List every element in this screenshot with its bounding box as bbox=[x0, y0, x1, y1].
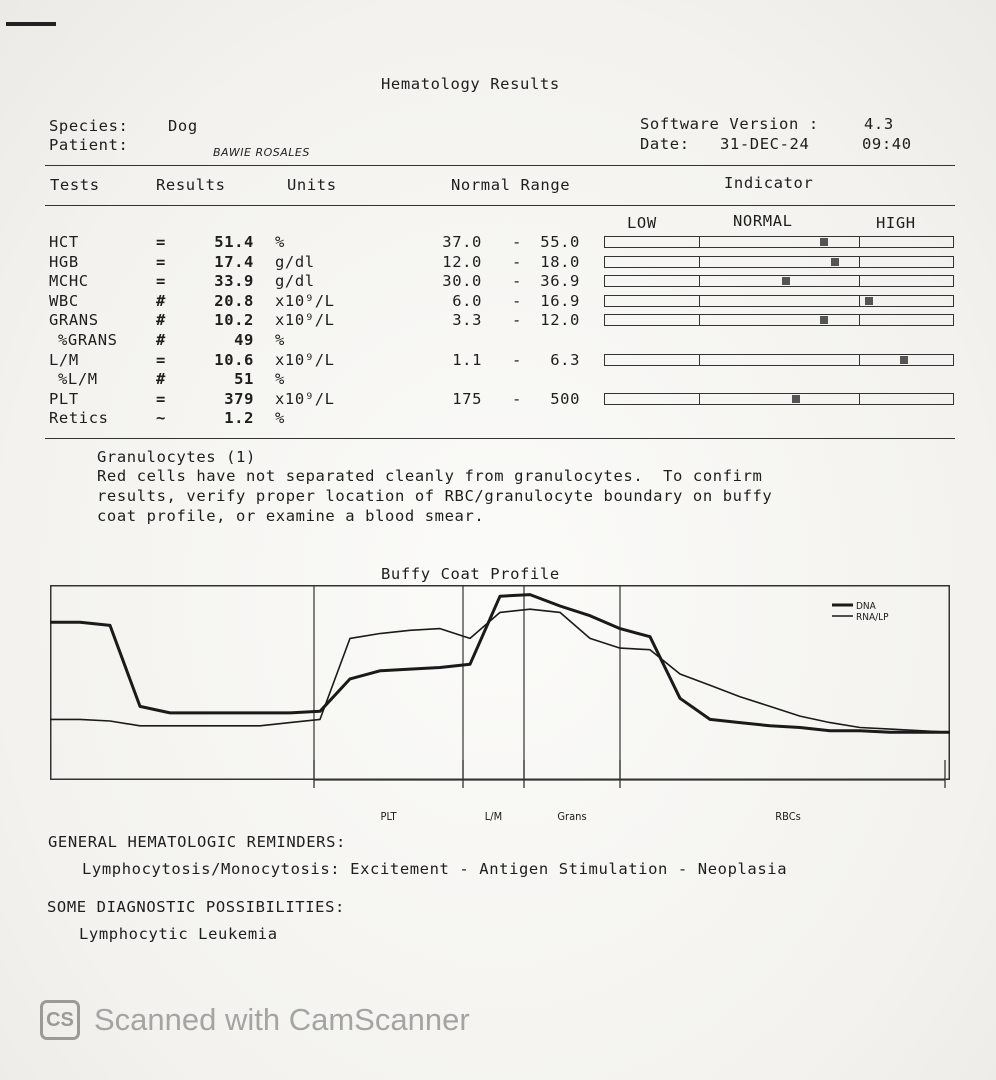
camscanner-logo-icon: CS bbox=[40, 1000, 80, 1040]
result-unit: % bbox=[275, 370, 285, 389]
result-unit: x10⁹/L bbox=[275, 389, 335, 408]
header-rule-top bbox=[45, 165, 955, 166]
indicator-divider bbox=[859, 257, 860, 267]
indicator-high-label: HIGH bbox=[876, 214, 916, 232]
indicator-divider bbox=[699, 315, 700, 325]
test-name: WBC bbox=[49, 291, 79, 310]
chart-title: Buffy Coat Profile bbox=[381, 565, 560, 583]
reminders-heading: GENERAL HEMATOLOGIC REMINDERS: bbox=[48, 833, 346, 851]
result-flag: # bbox=[156, 311, 166, 330]
indicator-divider bbox=[699, 394, 700, 404]
range-separator: - bbox=[512, 233, 522, 251]
test-name: HGB bbox=[49, 252, 79, 271]
range-high: 16.9 bbox=[540, 291, 580, 310]
test-name: PLT bbox=[49, 389, 79, 408]
col-normal-range: Normal Range bbox=[451, 176, 571, 194]
result-flag: = bbox=[156, 350, 166, 369]
region-label: L/M bbox=[484, 810, 503, 823]
range-separator: - bbox=[512, 389, 522, 408]
chart-frame bbox=[51, 586, 950, 780]
result-unit: g/dl bbox=[275, 272, 315, 291]
range-low: 6.0 bbox=[452, 291, 482, 310]
header-rule-bottom bbox=[45, 205, 955, 206]
patient-label: Patient: bbox=[49, 136, 129, 154]
range-low: 175 bbox=[452, 389, 482, 408]
test-name: %GRANS bbox=[58, 331, 118, 349]
species-value: Dog bbox=[168, 117, 198, 135]
patient-handwritten: BAWIE ROSALES bbox=[213, 146, 310, 159]
series-line-dna bbox=[50, 595, 950, 733]
camscanner-text: Scanned with CamScanner bbox=[94, 1002, 470, 1037]
result-value: 20.8 bbox=[214, 291, 254, 310]
date-value: 31-DEC-24 bbox=[720, 135, 810, 153]
range-high: 500 bbox=[550, 389, 580, 408]
result-value: 10.2 bbox=[214, 311, 254, 330]
range-high: 12.0 bbox=[540, 311, 580, 330]
result-flag: = bbox=[156, 233, 166, 251]
range-high: 18.0 bbox=[540, 252, 580, 271]
result-value: 33.9 bbox=[214, 272, 254, 291]
result-value: 17.4 bbox=[214, 252, 254, 271]
indicator-divider bbox=[859, 237, 860, 247]
result-flag: = bbox=[156, 252, 166, 271]
result-value: 51.4 bbox=[214, 233, 254, 251]
range-separator: - bbox=[512, 272, 522, 291]
result-unit: % bbox=[275, 233, 285, 251]
note-line-2: results, verify proper location of RBC/granulocyte boundary on buffy bbox=[97, 487, 773, 505]
result-value: 379 bbox=[224, 389, 254, 408]
indicator-marker bbox=[900, 356, 908, 364]
range-low: 30.0 bbox=[442, 272, 482, 291]
diagnostics-text: Lymphocytic Leukemia bbox=[79, 925, 278, 943]
result-unit: x10⁹/L bbox=[275, 311, 335, 330]
indicator-divider bbox=[699, 257, 700, 267]
indicator-divider bbox=[859, 394, 860, 404]
indicator-marker bbox=[831, 258, 839, 266]
buffy-coat-chart bbox=[50, 585, 950, 780]
col-tests: Tests bbox=[50, 176, 100, 194]
test-name: %L/M bbox=[58, 370, 98, 389]
reminders-text: Lymphocytosis/Monocytosis: Excitement - Antigen Stimulation - Neoplasia bbox=[82, 860, 788, 878]
indicator-bar bbox=[604, 236, 954, 248]
species-label: Species: bbox=[49, 117, 129, 135]
test-name: HCT bbox=[49, 233, 79, 251]
indicator-divider bbox=[859, 296, 860, 306]
result-unit: % bbox=[275, 409, 285, 428]
region-label: RBCs bbox=[775, 810, 801, 823]
time-value: 09:40 bbox=[862, 135, 912, 153]
indicator-bar bbox=[604, 354, 954, 366]
range-low: 3.3 bbox=[452, 311, 482, 330]
region-label: Grans bbox=[557, 810, 587, 823]
result-value: 10.6 bbox=[214, 350, 254, 369]
corner-mark bbox=[6, 22, 56, 26]
legend-label: RNA/LP bbox=[856, 612, 889, 623]
indicator-normal-label: NORMAL bbox=[733, 212, 793, 230]
range-low: 1.1 bbox=[452, 350, 482, 369]
indicator-bar bbox=[604, 314, 954, 326]
date-label: Date: bbox=[640, 135, 690, 153]
range-separator: - bbox=[512, 291, 522, 310]
indicator-divider bbox=[699, 355, 700, 365]
indicator-divider bbox=[859, 276, 860, 286]
note-line-3: coat profile, or examine a blood smear. bbox=[97, 507, 485, 525]
indicator-marker bbox=[820, 316, 828, 324]
result-flag: # bbox=[156, 331, 166, 349]
col-indicator: Indicator bbox=[724, 174, 814, 192]
range-separator: - bbox=[512, 350, 522, 369]
result-flag: # bbox=[156, 291, 166, 310]
result-unit: x10⁹/L bbox=[275, 350, 335, 369]
indicator-divider bbox=[699, 276, 700, 286]
indicator-divider bbox=[859, 315, 860, 325]
legend-label: DNA bbox=[856, 601, 876, 612]
region-axis bbox=[50, 760, 950, 830]
result-unit: x10⁹/L bbox=[275, 291, 335, 310]
result-flag: ~ bbox=[156, 409, 166, 428]
software-value: 4.3 bbox=[864, 115, 894, 133]
result-flag: = bbox=[156, 389, 166, 408]
result-flag: # bbox=[156, 370, 166, 389]
diagnostics-heading: SOME DIAGNOSTIC POSSIBILITIES: bbox=[47, 898, 345, 916]
result-unit: % bbox=[275, 331, 285, 349]
range-high: 36.9 bbox=[540, 272, 580, 291]
indicator-bar bbox=[604, 393, 954, 405]
test-name: Retics bbox=[49, 409, 109, 428]
indicator-divider bbox=[699, 296, 700, 306]
test-name: MCHC bbox=[49, 272, 89, 291]
result-value: 51 bbox=[234, 370, 254, 389]
col-results: Results bbox=[156, 176, 226, 194]
indicator-divider bbox=[699, 237, 700, 247]
indicator-marker bbox=[782, 277, 790, 285]
software-label: Software Version : bbox=[640, 115, 819, 133]
indicator-divider bbox=[859, 355, 860, 365]
range-low: 12.0 bbox=[442, 252, 482, 271]
note-heading: Granulocytes (1) bbox=[97, 448, 256, 466]
indicator-marker bbox=[792, 395, 800, 403]
result-unit: g/dl bbox=[275, 252, 315, 271]
indicator-bar bbox=[604, 295, 954, 307]
col-units: Units bbox=[287, 176, 337, 194]
result-flag: = bbox=[156, 272, 166, 291]
indicator-marker bbox=[820, 238, 828, 246]
camscanner-watermark bbox=[40, 1000, 470, 1040]
indicator-low-label: LOW bbox=[627, 214, 657, 232]
result-value: 1.2 bbox=[224, 409, 254, 428]
indicator-bar bbox=[604, 275, 954, 287]
table-bottom-rule bbox=[45, 438, 955, 439]
report-title: Hematology Results bbox=[381, 75, 560, 93]
result-value: 49 bbox=[234, 331, 254, 349]
range-low: 37.0 bbox=[442, 233, 482, 251]
test-name: GRANS bbox=[49, 311, 99, 330]
range-separator: - bbox=[512, 252, 522, 271]
range-high: 55.0 bbox=[540, 233, 580, 251]
range-high: 6.3 bbox=[550, 350, 580, 369]
test-name: L/M bbox=[49, 350, 79, 369]
range-separator: - bbox=[512, 311, 522, 330]
region-label: PLT bbox=[380, 810, 397, 823]
note-line-1: Red cells have not separated cleanly from granulocytes. To confirm bbox=[97, 467, 763, 485]
indicator-marker bbox=[865, 297, 873, 305]
indicator-bar bbox=[604, 256, 954, 268]
